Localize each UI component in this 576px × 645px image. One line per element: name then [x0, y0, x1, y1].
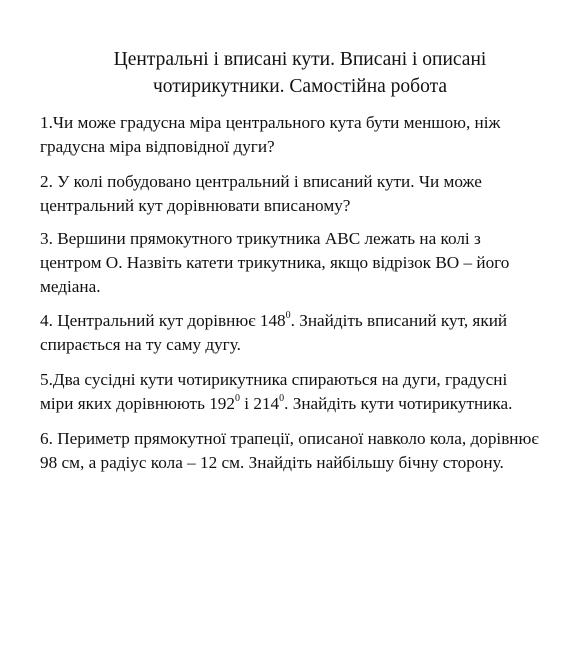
degree-superscript: 0 [285, 310, 291, 322]
task-3-line-3: медіана. [40, 277, 101, 296]
task-6-line-2: 98 см, а радіус кола – 12 см. Знайдіть найбільшу бічну сторону. [40, 453, 504, 472]
task-4-text-a: 4. Центральний кут дорівнює 148 [40, 311, 286, 330]
task-3-line-2: центром О. Назвіть катети трикутника, якщо відрізок ВО – його [40, 253, 510, 272]
task-1 [40, 111, 570, 159]
task-3-line-1: 3. Вершини прямокутного трикутника АВС лежать на колі з [40, 229, 481, 248]
task-5 [40, 368, 570, 416]
degree-superscript: 0 [235, 393, 240, 405]
task-5-text-c: . Знайдіть кути чотирикутника. [284, 394, 513, 413]
title-line-1: Центральні і вписані кути. Вписані і описані [113, 49, 487, 70]
task-3 [40, 227, 570, 299]
degree-superscript: 0 [279, 393, 285, 405]
task-1-line-1: 1.Чи може градусна міра центрального кута бути меншою, ніж [40, 113, 501, 132]
task-2 [40, 170, 570, 218]
page-title [60, 46, 540, 100]
task-2-line-2: центральний кут дорівнювати вписаному? [40, 196, 351, 215]
task-5-line-1: 5.Два сусідні кути чотирикутника спираються на дуги, градусні [40, 370, 508, 389]
title-line-2: чотирикутники. Самостійна робота [152, 76, 447, 97]
task-4 [40, 309, 570, 357]
task-4-line-2: спирається на ту саму дугу. [40, 335, 241, 354]
task-4-text-b: . Знайдіть вписаний кут, який [290, 311, 508, 330]
task-1-line-2: градусна міра відповідної дуги? [40, 137, 275, 156]
task-5-text-b: і 214 [240, 394, 280, 413]
task-2-line-1: 2. У колі побудовано центральний і вписаний кути. Чи може [40, 172, 482, 191]
task-6 [40, 427, 570, 475]
task-6-line-1: 6. Периметр прямокутної трапеції, описаної навколо кола, дорівнює [40, 429, 539, 448]
task-5-line-2 [40, 392, 570, 416]
task-5-text-a: міри яких дорівнюють 192 [40, 394, 235, 413]
task-4-line-1 [40, 309, 570, 333]
